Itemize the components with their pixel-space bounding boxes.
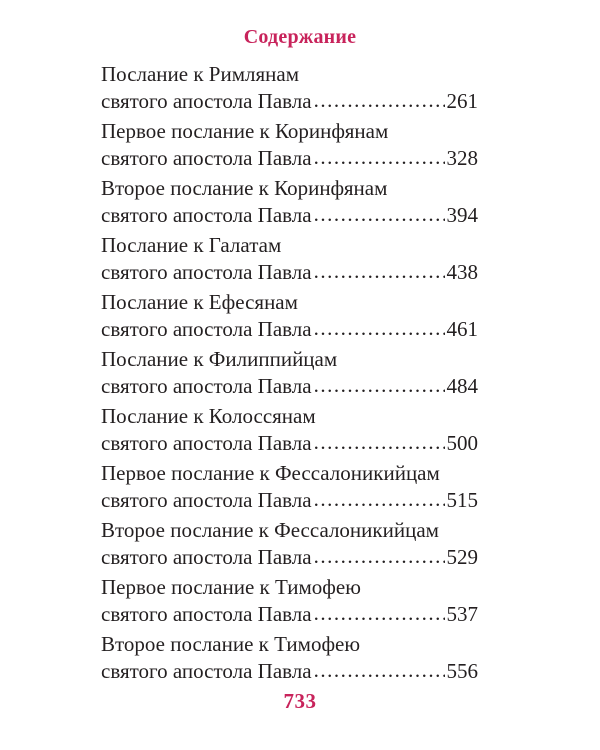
toc-entry (101, 460, 478, 517)
toc-entry-subtitle: святого апостола Павла (101, 488, 312, 512)
dot-leader (314, 315, 445, 342)
dot-leader (314, 87, 445, 114)
dot-leader (314, 657, 445, 684)
toc-entry (101, 118, 478, 175)
toc-entry-page: 515 (446, 488, 478, 512)
toc-entry-title: Послание к Филиппийцам (101, 347, 338, 371)
toc-entry-title: Послание к Ефесянам (101, 290, 298, 314)
dot-leader (314, 486, 445, 513)
toc-entry-title: Второе послание к Коринфянам (101, 176, 388, 200)
toc-entry-title: Первое послание к Тимофею (101, 575, 361, 599)
dot-leader (314, 372, 445, 399)
toc-entry (101, 289, 478, 346)
toc-entry (101, 61, 478, 118)
toc-entry-page: 500 (446, 431, 478, 455)
toc-entry-title: Послание к Колоссянам (101, 404, 316, 428)
toc-entry (101, 175, 478, 232)
toc-entry-title: Первое послание к Фессалоникийцам (101, 461, 440, 485)
toc-entry-title: Послание к Римлянам (101, 62, 300, 86)
toc-entry (101, 631, 478, 688)
toc-entry-subtitle: святого апостола Павла (101, 374, 312, 398)
dot-leader (314, 201, 445, 228)
dot-leader (314, 600, 445, 627)
dot-leader (314, 543, 445, 570)
toc-entry-title: Второе послание к Фессалоникийцам (101, 518, 439, 542)
toc-entry-page: 461 (446, 317, 478, 341)
toc-entry (101, 574, 478, 631)
dot-leader (314, 258, 445, 285)
toc-entry-line (101, 373, 478, 400)
toc-entry-subtitle: святого апостола Павла (101, 89, 312, 113)
toc-entry-line (101, 544, 478, 571)
toc-entry-subtitle: святого апостола Павла (101, 146, 312, 170)
toc-entry-subtitle: святого апостола Павла (101, 659, 312, 683)
toc-entry (101, 403, 478, 460)
page-title: Содержание (243, 26, 357, 48)
toc-entry-page: 537 (446, 602, 478, 626)
dot-leader (314, 429, 445, 456)
toc-entry-page: 438 (446, 260, 478, 284)
toc-entry-page: 484 (446, 374, 478, 398)
toc-entry-title: Второе послание к Тимофею (101, 632, 361, 656)
toc-entry-subtitle: святого апостола Павла (101, 260, 312, 284)
toc-entry-subtitle: святого апостола Павла (101, 545, 312, 569)
toc-entry-line (101, 430, 478, 457)
toc-entry-page: 556 (446, 659, 478, 683)
toc-entry (101, 517, 478, 574)
toc-entry (101, 232, 478, 289)
toc-entry-subtitle: святого апостола Павла (101, 317, 312, 341)
toc-entry-page: 261 (446, 89, 478, 113)
toc-entry-line (101, 202, 478, 229)
toc-entry (101, 346, 478, 403)
toc-entry-page: 328 (446, 146, 478, 170)
toc-entry-line (101, 658, 478, 685)
toc-entry-line (101, 259, 478, 286)
toc-entry-line (101, 88, 478, 115)
page-number: 733 (283, 689, 317, 713)
dot-leader (314, 144, 445, 171)
toc-entry-line (101, 316, 478, 343)
toc-entry-title: Первое послание к Коринфянам (101, 119, 389, 143)
toc-entry-line (101, 145, 478, 172)
table-of-contents (101, 61, 478, 688)
toc-entry-page: 394 (446, 203, 478, 227)
toc-entry-subtitle: святого апостола Павла (101, 431, 312, 455)
toc-entry-subtitle: святого апостола Павла (101, 602, 312, 626)
toc-entry-title: Послание к Галатам (101, 233, 282, 257)
toc-entry-line (101, 601, 478, 628)
toc-entry-subtitle: святого апостола Павла (101, 203, 312, 227)
toc-entry-line (101, 487, 478, 514)
toc-entry-page: 529 (446, 545, 478, 569)
